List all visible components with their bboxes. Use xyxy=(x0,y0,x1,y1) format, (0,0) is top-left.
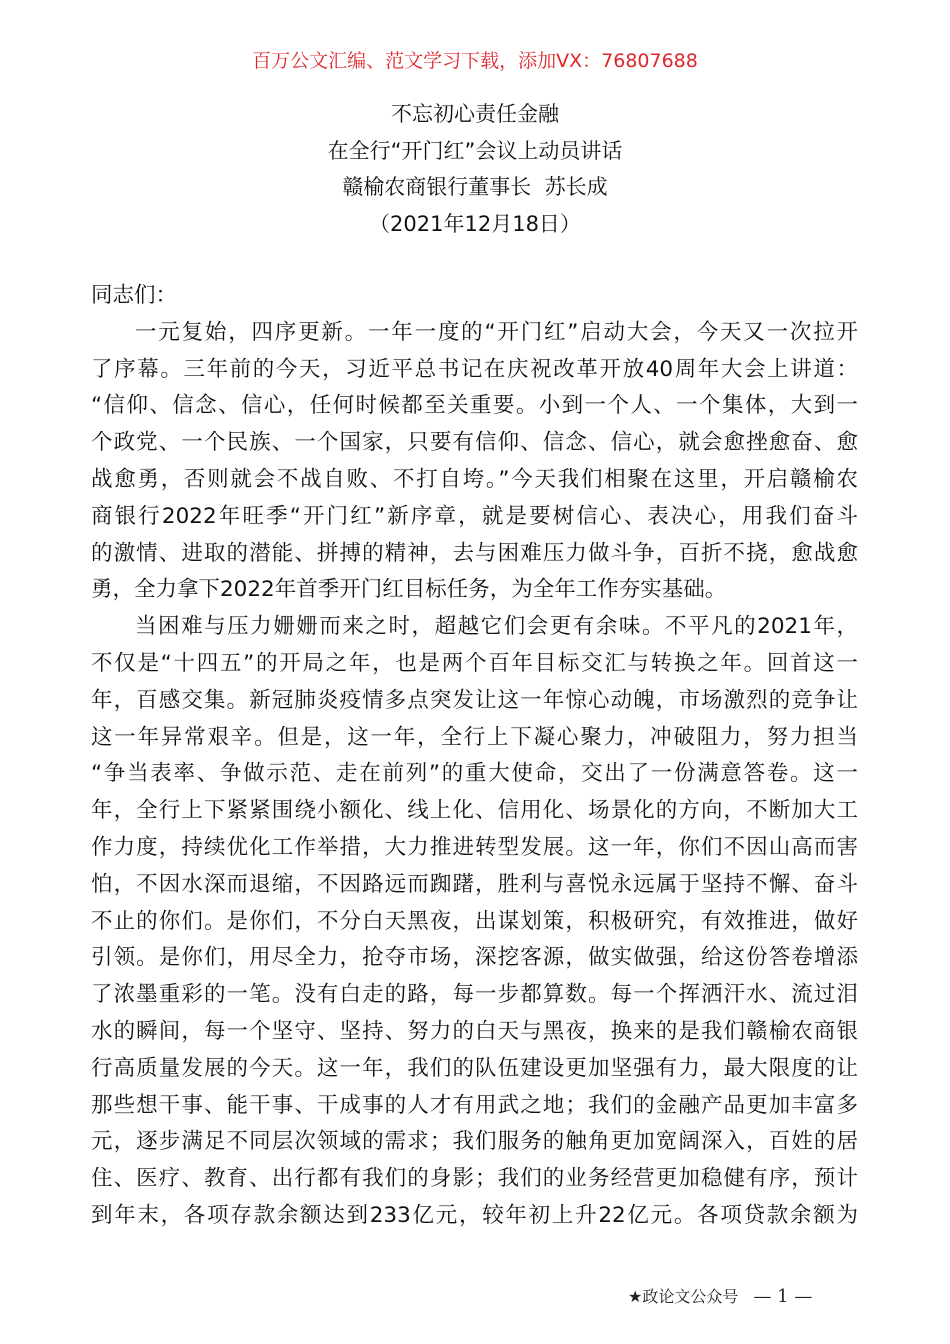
paragraph-line: 商银行2022年旺季“开门红”新序章，就是要树信心、表决心，用我们奋斗 xyxy=(91,503,858,529)
paragraph-line: 年，全行上下紧紧围绕小额化、线上化、信用化、场景化的方向，不断加大工 xyxy=(91,798,858,824)
paragraph-line: 不仅是“十四五”的开局之年，也是两个百年目标交汇与转换之年。回首这一 xyxy=(91,650,858,676)
paragraph-line: 怕，不因水深而退缩，不因路远而踟躇，胜利与喜悦永远属于坚持不懈、奋斗 xyxy=(91,871,858,897)
paragraph-line: 当困难与压力姗姗而来之时，超越它们会更有余味。不平凡的2021年， xyxy=(135,614,858,640)
document-body xyxy=(91,278,858,1235)
paragraph-line: 元，逐步满足不同层次领域的需求；我们服务的触角更加宽阔深入，百姓的居 xyxy=(91,1129,858,1155)
paragraph-line: 年，百感交集。新冠肺炎疫情多点突发让这一年惊心动魄，市场激烈的竞争让 xyxy=(91,687,858,713)
paragraph-line: 个政党、一个民族、一个国家，只要有信仰、信念、信心，就会愈挫愈奋、愈 xyxy=(91,430,858,456)
paragraph-line: 那些想干事、能干事、干成事的人才有用武之地；我们的金融产品更加丰富多 xyxy=(91,1092,858,1118)
subtitle: 在全行“开门红”会议上动员讲话 xyxy=(327,138,623,163)
page-number: — 1 — xyxy=(753,1286,813,1307)
paragraph-line: 了浓墨重彩的一笔。没有白走的路，每一步都算数。每一个挥洒汗水、流过泪 xyxy=(91,982,858,1008)
paragraph-line: 作力度，持续优化工作举措，大力推进转型发展。这一年，你们不因山高而害 xyxy=(91,834,858,860)
page-footer xyxy=(628,1284,812,1307)
paragraph-line: 勇，全力拿下2022年首季开门红目标任务，为全年工作夯实基础。 xyxy=(91,577,727,603)
paragraph-line: 不止的你们。是你们，不分白天黑夜，出谋划策，积极研究，有效推进，做好 xyxy=(91,908,858,934)
paragraph-line: 一元复始，四序更新。一年一度的“开门红”启动大会，今天又一次拉开 xyxy=(135,319,858,345)
paragraph-line: 住、医疗、教育、出行都有我们的身影；我们的业务经营更加稳健有序，预计 xyxy=(91,1166,858,1192)
title-block xyxy=(0,96,950,242)
date: （2021年12月18日） xyxy=(369,211,581,236)
paragraph-line: “争当表率、争做示范、走在前列”的重大使命，交出了一份满意答卷。这一 xyxy=(91,761,858,787)
paragraph-line: 引领。是你们，用尽全力，抢夺市场，深挖客源，做实做强，给这份答卷增添 xyxy=(91,945,858,971)
paragraph-line: 了序幕。三年前的今天，习近平总书记在庆祝改革开放40周年大会上讲道： xyxy=(91,356,858,382)
paragraph-line: “信仰、信念、信心，任何时候都至关重要。小到一个人、一个集体，大到一 xyxy=(91,393,858,419)
paragraph-line: 到年末，各项存款余额达到233亿元，较年初上升22亿元。各项贷款余额为 xyxy=(91,1202,858,1228)
paragraph-line: 的激情、进取的潜能、拼搏的精神，去与困难压力做斗争，百折不挠，愈战愈 xyxy=(91,540,858,566)
paragraph-line: 行高质量发展的今天。这一年，我们的队伍建设更加坚强有力，最大限度的让 xyxy=(91,1055,858,1081)
main-title: 不忘初心责任金融 xyxy=(391,102,559,126)
watermark-banner: 百万公文汇编、范文学习下载，添加VX：76807688 xyxy=(252,50,698,72)
paragraph-line: 这一年异常艰辛。但是，这一年，全行上下凝心聚力，冲破阻力，努力担当 xyxy=(91,724,858,750)
speaker: 赣榆农商银行董事长 苏长成 xyxy=(342,175,608,199)
footer-source: ★政论文公众号 xyxy=(628,1287,739,1306)
paragraph-line: 水的瞬间，每一个坚守、坚持、努力的白天与黑夜，换来的是我们赣榆农商银 xyxy=(91,1018,858,1044)
salutation: 同志们： xyxy=(91,283,178,308)
paragraph-line: 战愈勇，否则就会不战自败、不打自垮。”今天我们相聚在这里，开启赣榆农 xyxy=(91,466,858,492)
